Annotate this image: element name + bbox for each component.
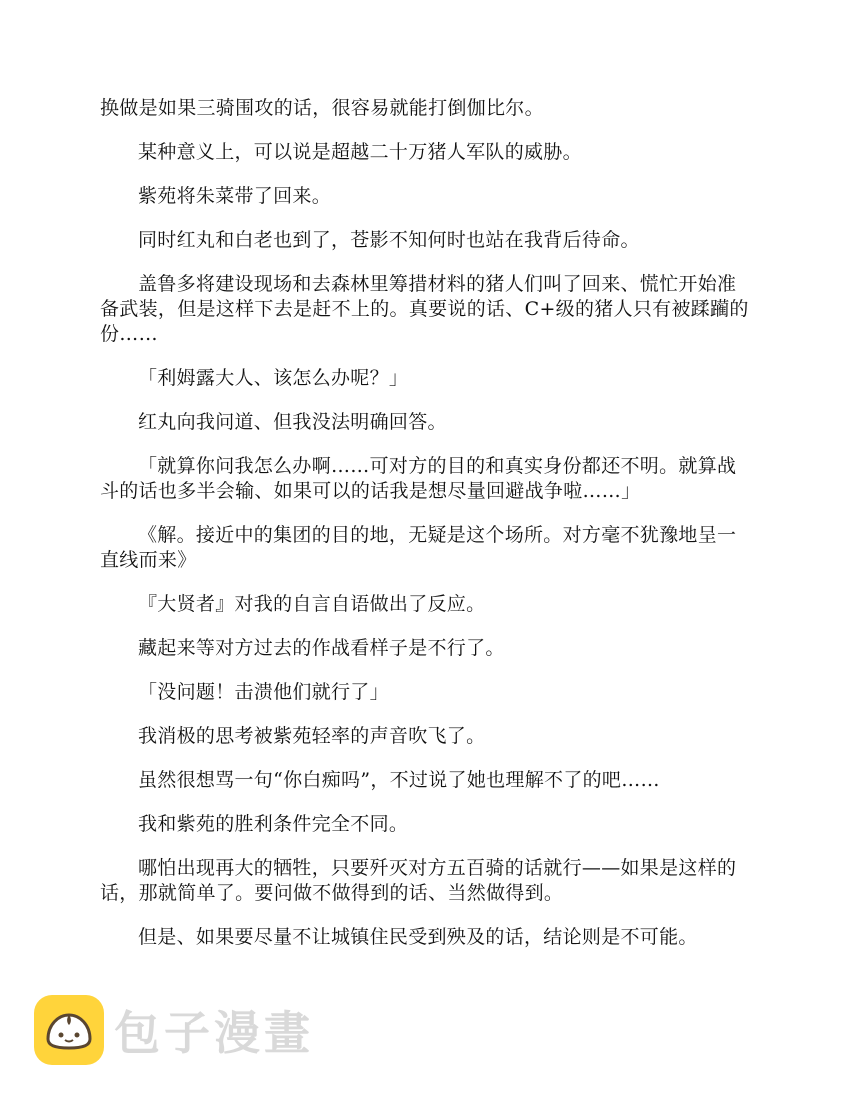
paragraph: 虽然很想骂一句“你白痴吗”，不过说了她也理解不了的吧…… [138, 769, 660, 791]
page-body [100, 96, 750, 969]
baozi-bun-icon [34, 995, 104, 1065]
paragraph: 我和紫苑的胜利条件完全不同。 [138, 813, 409, 835]
paragraph: 藏起来等对方过去的作战看样子是不行了。 [138, 637, 505, 659]
paragraph: 换做是如果三骑围攻的话，很容易就能打倒伽比尔。 [100, 97, 544, 119]
paragraph: 『大贤者』对我的自言自语做出了反应。 [138, 593, 486, 615]
paragraph: 「没问题！击溃他们就行了」 [138, 681, 389, 703]
paragraph: 「就算你问我怎么办啊……可对方的目的和真实身份都还不明。就算战斗的话也多半会输、如果可以的话我是想尽量回避战争啦……」 [100, 455, 737, 502]
watermark [34, 995, 314, 1065]
paragraph: 某种意义上，可以说是超越二十万猪人军队的威胁。 [138, 141, 582, 163]
paragraph: 红丸向我问道、但我没法明确回答。 [138, 411, 447, 433]
paragraph: 盖鲁多将建设现场和去森林里筹措材料的猪人们叫了回来、慌忙开始准备武装，但是这样下去是赶不上的。真要说的话、C+级的猪人只有被蹂躏的份…… [100, 273, 749, 345]
paragraph: 「利姆露大人、该怎么办呢？」 [138, 367, 409, 389]
paragraph: 哪怕出现再大的牺牲，只要歼灭对方五百骑的话就行——如果是这样的话，那就简单了。要问做不做得到的话、当然做得到。 [100, 857, 737, 904]
paragraph: 《解。接近中的集团的目的地，无疑是这个场所。对方毫不犹豫地呈一直线而来》 [100, 524, 737, 571]
watermark-text: 包子漫畫 [114, 1006, 314, 1060]
paragraph: 我消极的思考被紫苑轻率的声音吹飞了。 [138, 725, 486, 747]
paragraph: 但是、如果要尽量不让城镇住民受到殃及的话，结论则是不可能。 [138, 926, 698, 948]
paragraph: 紫苑将朱菜带了回来。 [138, 185, 332, 207]
paragraph: 同时红丸和白老也到了，苍影不知何时也站在我背后待命。 [138, 229, 640, 251]
